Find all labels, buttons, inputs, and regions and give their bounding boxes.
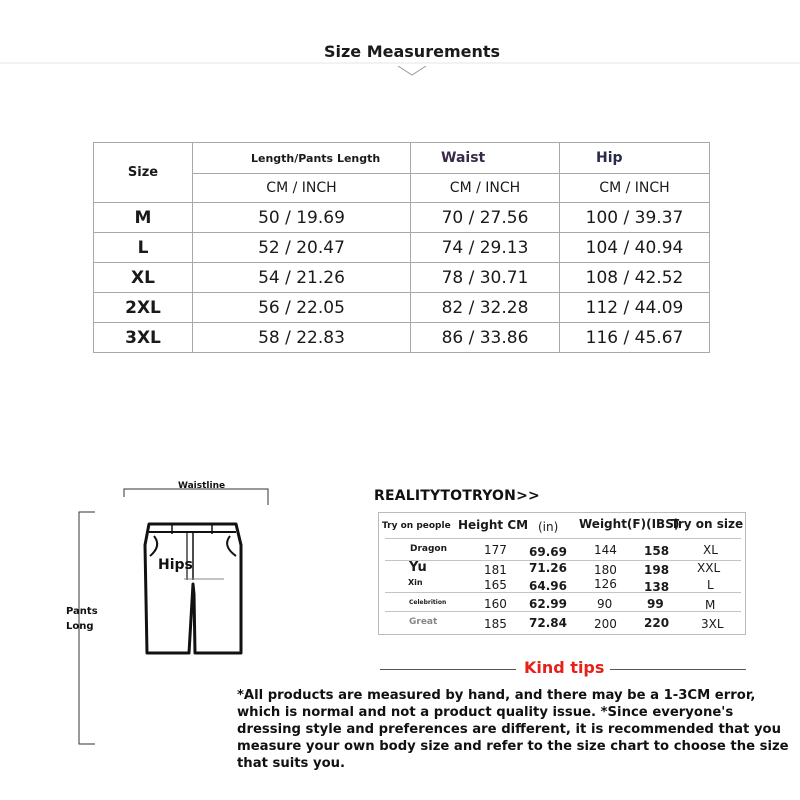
tryon-weight-header: Weight(F)(IBS)	[579, 517, 680, 531]
tryon-inch-header: (in)	[538, 520, 559, 534]
length-cell: 54 / 21.26	[193, 263, 411, 293]
tryon-size: XL	[703, 543, 718, 557]
hips-label: Hips	[158, 557, 193, 573]
pants-label-line2: Long	[66, 621, 94, 632]
tryon-height-header: Height CM	[458, 518, 529, 532]
waistline-label: Waistline	[178, 481, 226, 491]
tryon-people-header: Try on people	[382, 521, 451, 531]
tryon-size: M	[705, 598, 716, 612]
row-divider	[385, 611, 741, 612]
tryon-weight-f: 180	[594, 563, 617, 577]
tryon-weight-lbs: 220	[644, 616, 670, 630]
tryon-weight-lbs: 158	[644, 544, 670, 558]
tryon-weight-lbs: 198	[644, 563, 670, 577]
tryon-inch: 62.99	[529, 597, 567, 611]
tryon-weight-f: 126	[594, 577, 617, 591]
length-cell: 58 / 22.83	[193, 323, 411, 353]
unit-header: CM / INCH	[193, 174, 411, 203]
tryon-weight-lbs: 99	[647, 597, 664, 611]
kind-tips-title: Kind tips	[524, 658, 605, 677]
waist-cell: 78 / 30.71	[411, 263, 560, 293]
unit-header: CM / INCH	[560, 174, 710, 203]
tryon-weight-f: 144	[594, 543, 617, 557]
tryon-size: 3XL	[701, 617, 724, 631]
tryon-inch: 64.96	[529, 579, 567, 593]
size-column-header: Size	[94, 143, 193, 203]
row-divider	[385, 538, 741, 539]
hip-cell: 100 / 39.37	[560, 203, 710, 233]
tryon-inch: 72.84	[529, 616, 567, 630]
kind-tips-divider-left	[380, 669, 516, 670]
pants-label-line1: Pants	[66, 606, 98, 617]
tryon-size: L	[707, 578, 714, 592]
size-cell: M	[94, 203, 193, 233]
kind-tips-divider-right	[610, 669, 746, 670]
tryon-height: 160	[484, 597, 507, 611]
tryon-height: 185	[484, 617, 507, 631]
tryon-height: 177	[484, 543, 507, 557]
tryon-weight-f: 200	[594, 617, 617, 631]
hip-column-header: Hip	[560, 143, 710, 174]
tryon-inch: 69.69	[529, 545, 567, 559]
tryon-table	[378, 512, 746, 635]
tryon-name: Great	[409, 617, 438, 627]
size-cell: XL	[94, 263, 193, 293]
tryon-name: Dragon	[410, 544, 448, 554]
length-cell: 56 / 22.05	[193, 293, 411, 323]
tryon-inch: 71.26	[529, 561, 567, 575]
pants-long-label	[66, 604, 98, 634]
tryon-size: XXL	[697, 561, 721, 575]
tryon-weight-f: 90	[597, 597, 613, 611]
hip-cell: 104 / 40.94	[560, 233, 710, 263]
size-cell: 2XL	[94, 293, 193, 323]
tryon-height: 181	[484, 563, 507, 577]
tryon-weight-lbs: 138	[644, 580, 670, 594]
tryon-name: Xin	[408, 578, 423, 587]
hip-cell: 112 / 44.09	[560, 293, 710, 323]
pants-diagram	[0, 0, 360, 800]
waist-cell: 86 / 33.86	[411, 323, 560, 353]
waist-cell: 74 / 29.13	[411, 233, 560, 263]
tryon-height: 165	[484, 578, 507, 592]
length-cell: 50 / 19.69	[193, 203, 411, 233]
page-title: Size Measurements	[323, 42, 501, 61]
waist-cell: 82 / 32.28	[411, 293, 560, 323]
tryon-title: REALITYTOTRYON>>	[374, 488, 540, 504]
size-cell: L	[94, 233, 193, 263]
size-cell: 3XL	[94, 323, 193, 353]
length-cell: 52 / 20.47	[193, 233, 411, 263]
hip-cell: 116 / 45.67	[560, 323, 710, 353]
waist-column-header: Waist	[411, 143, 560, 174]
unit-header: CM / INCH	[411, 174, 560, 203]
length-column-header: Length/Pants Length	[193, 143, 411, 174]
tryon-size-header: Try on size	[671, 517, 744, 531]
waist-cell: 70 / 27.56	[411, 203, 560, 233]
tryon-name: Yu	[409, 560, 427, 575]
hip-cell: 108 / 42.52	[560, 263, 710, 293]
kind-tips-text: *All products are measured by hand, and there may be a 1-3CM error, which is normal and not a product quality issue. *Since everyone's dressing style and preferences are different, it is recommended that you measure your own body size and refer to the size chart to choose the size that suits you.	[237, 688, 789, 771]
tryon-name: Celebrition	[409, 599, 447, 606]
